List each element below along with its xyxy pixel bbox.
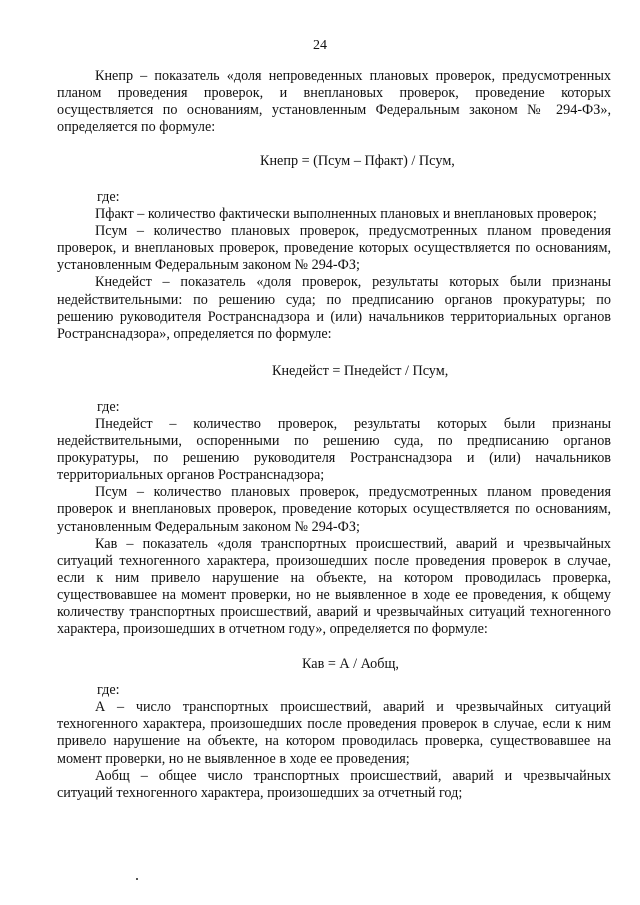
where-label: где: xyxy=(97,682,120,699)
paragraph-knepr-definition: Кнепр – показатель «доля непроведенных плановых проверок, предусмотренных планом проведения проверок, и внеплановых проверок, проведение которых осуществляется по основаниям, установленным Федеральным законом № 294-ФЗ», определяется по формуле: xyxy=(57,68,611,136)
where-label: где: xyxy=(97,398,120,415)
paragraph-psum: Псум – количество плановых проверок, предусмотренных планом проведения проверок, и внеплановых проверок, проведение которых осуществляется по основаниям, установленным Федеральным законом № 294-ФЗ; xyxy=(57,223,611,274)
formula-knedeist: Кнедейст = Пнедейст / Псум, xyxy=(272,362,449,379)
paragraph-a: А – число транспортных происшествий, аварий и чрезвычайных ситуаций техногенного характера, произошедших после проведения проверок в случае, если к ним привело нарушение на объекте, на котором проводилась проверка, существовавшее на момент проверки, но не выявленное в ходе ее проведения; xyxy=(57,699,611,767)
paragraph-knedeist-definition: Кнедейст – показатель «доля проверок, результаты которых были признаны недействительными: по решению суда; по предписанию органов прокуратуры; по решению руководителя Ространснадзора и (или) начальников территориальных органов Ространснадзора», определяется по формуле: xyxy=(57,274,611,342)
where-label: где: xyxy=(97,189,120,205)
document-body xyxy=(57,68,611,802)
paragraph-kav-definition: Кав – показатель «доля транспортных происшествий, аварий и чрезвычайных ситуаций техногенного характера, произошедших после проведения проверок в случае, если к ним привело нарушение на объекте, на котором проводилась проверка, существовавшее на момент проверки, но не выявленное в ходе ее проведения, к общему количеству транспортных происшествий, аварий и чрезвычайных ситуаций техногенного характера, произошедших в отчетном году», определяется по формуле: xyxy=(57,535,611,638)
page-number: 24 xyxy=(313,38,327,53)
scan-speck xyxy=(136,878,138,880)
paragraph-pfakt: Пфакт – количество фактически выполненных плановых и внеплановых проверок; xyxy=(95,206,597,223)
paragraph-psum-2: Псум – количество плановых проверок, предусмотренных планом проведения проверок и внеплановых проверок, проведение которых осуществляется по основаниям, установленным Федеральным законом № 294-ФЗ; xyxy=(57,484,611,535)
paragraph-pnedeist: Пнедейст – количество проверок, результаты которых были признаны недействительными, оспоренными по решению суда, по предписанию органов прокуратуры, по решению руководителя Ространснадзора и (или) начальников территориальных органов Ространснадзора; xyxy=(57,415,611,484)
paragraph-aobsch: Аобщ – общее число транспортных происшествий, аварий и чрезвычайных ситуаций техногенного характера, произошедших за отчетный год; xyxy=(57,767,611,801)
formula-kav: Кав = А / Аобщ, xyxy=(302,656,399,673)
formula-knepr: Кнепр = (Пcум – Пфакт) / Пcум, xyxy=(260,153,455,169)
